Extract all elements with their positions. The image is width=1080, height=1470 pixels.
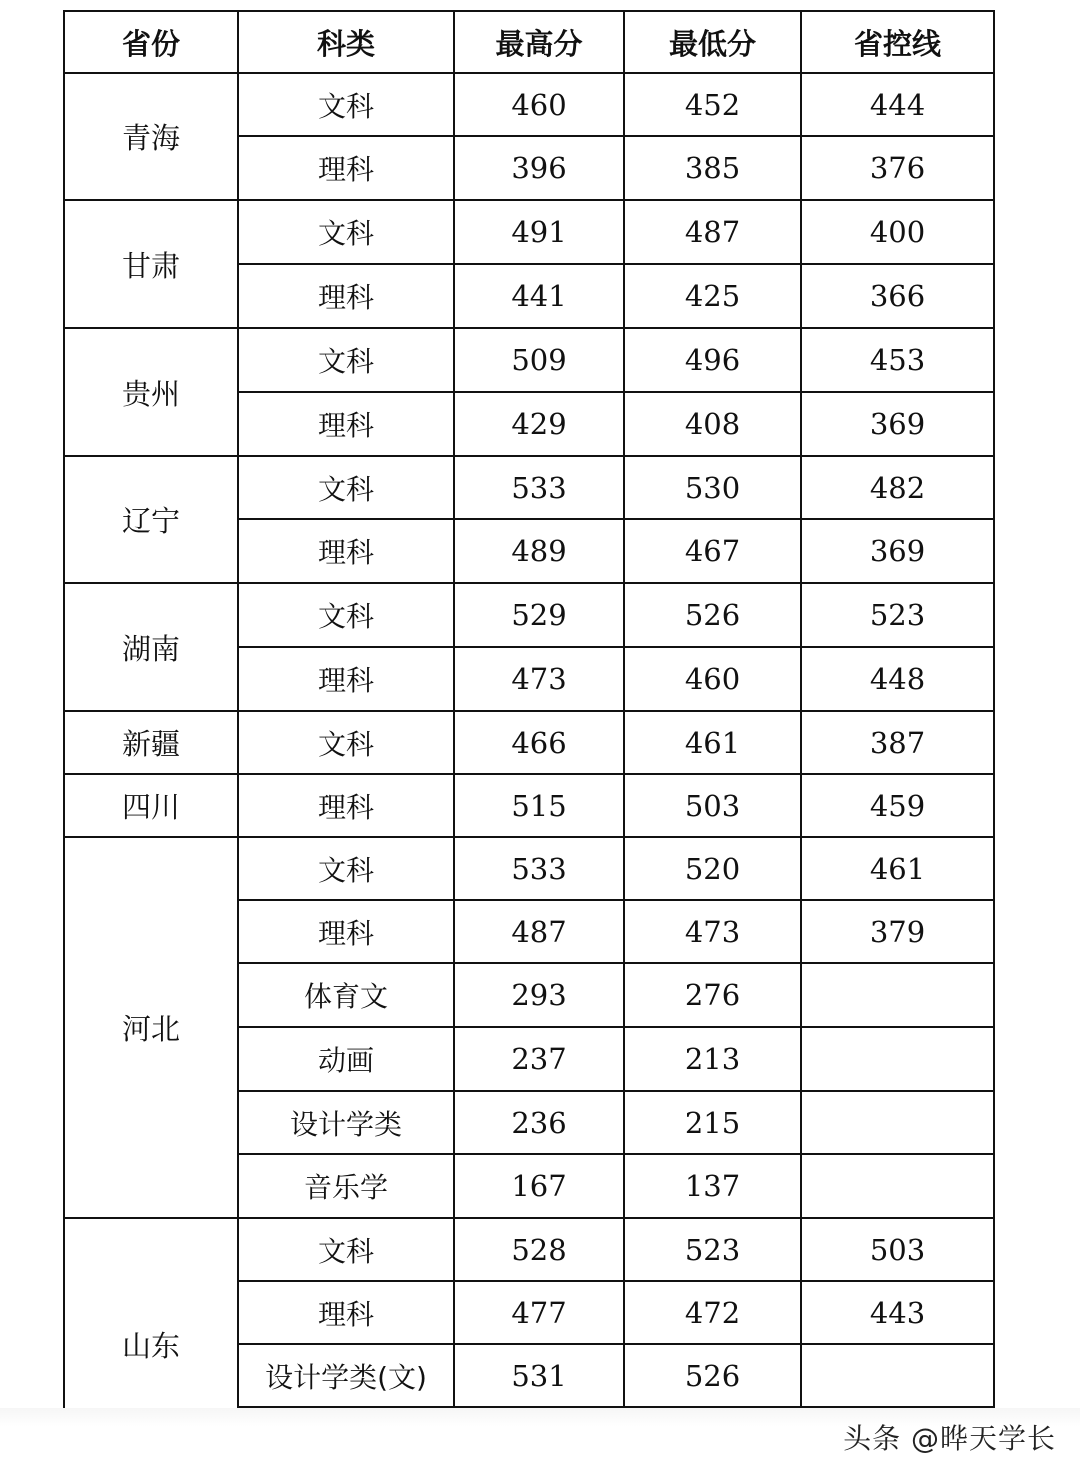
subject-cell: 设计学类(文)	[238, 1344, 454, 1407]
province-line-cell: 400	[801, 200, 994, 264]
min-score-cell: 408	[624, 392, 801, 456]
min-score-cell: 520	[624, 837, 801, 900]
subject-cell: 文科	[238, 73, 454, 136]
table-row	[64, 837, 994, 900]
max-score-cell: 533	[454, 456, 624, 519]
min-score-cell: 137	[624, 1154, 801, 1218]
province-line-cell: 461	[801, 837, 994, 900]
province-cell: 四川	[64, 774, 238, 837]
subject-cell: 文科	[238, 711, 454, 774]
province-line-cell: 366	[801, 264, 994, 328]
province-cell: 辽宁	[64, 456, 238, 583]
subject-cell: 体育文	[238, 963, 454, 1027]
min-score-cell: 213	[624, 1027, 801, 1091]
min-score-cell: 523	[624, 1218, 801, 1281]
table-row	[64, 456, 994, 519]
province-line-cell: 453	[801, 328, 994, 392]
min-score-cell: 472	[624, 1281, 801, 1344]
max-score-cell: 491	[454, 200, 624, 264]
min-score-cell: 460	[624, 647, 801, 711]
table-row	[64, 328, 994, 392]
min-score-cell: 530	[624, 456, 801, 519]
min-score-cell: 526	[624, 583, 801, 647]
min-score-cell: 487	[624, 200, 801, 264]
max-score-cell: 489	[454, 519, 624, 583]
subject-cell: 文科	[238, 1218, 454, 1281]
province-cell: 贵州	[64, 328, 238, 456]
header-row	[64, 11, 994, 73]
min-score-cell: 467	[624, 519, 801, 583]
province-line-cell: 444	[801, 73, 994, 136]
table-row	[64, 73, 994, 136]
province-line-cell: 443	[801, 1281, 994, 1344]
min-score-cell: 425	[624, 264, 801, 328]
province-line-cell	[801, 963, 994, 1027]
province-cell: 湖南	[64, 583, 238, 711]
max-score-cell: 237	[454, 1027, 624, 1091]
subject-cell: 文科	[238, 456, 454, 519]
subject-cell: 动画	[238, 1027, 454, 1091]
min-score-cell: 276	[624, 963, 801, 1027]
province-line-cell: 503	[801, 1218, 994, 1281]
province-cell: 青海	[64, 73, 238, 200]
subject-cell: 文科	[238, 328, 454, 392]
province-line-cell	[801, 1154, 994, 1218]
max-score-cell: 515	[454, 774, 624, 837]
min-score-cell: 526	[624, 1344, 801, 1407]
subject-cell: 文科	[238, 583, 454, 647]
min-score-cell: 452	[624, 73, 801, 136]
province-line-cell	[801, 1027, 994, 1091]
min-score-cell: 215	[624, 1091, 801, 1154]
subject-cell: 理科	[238, 774, 454, 837]
min-score-cell: 496	[624, 328, 801, 392]
subject-cell: 文科	[238, 200, 454, 264]
max-score-cell: 293	[454, 963, 624, 1027]
max-score-cell: 477	[454, 1281, 624, 1344]
province-line-cell: 379	[801, 900, 994, 963]
subject-cell: 理科	[238, 1281, 454, 1344]
max-score-cell: 509	[454, 328, 624, 392]
min-score-cell: 461	[624, 711, 801, 774]
header-subject: 科类	[238, 11, 454, 73]
province-cell: 河北	[64, 837, 238, 1218]
max-score-cell: 531	[454, 1344, 624, 1407]
table-row	[64, 200, 994, 264]
province-line-cell: 376	[801, 136, 994, 200]
watermark-text: 头条 @晔天学长	[843, 1422, 1056, 1455]
province-line-cell: 459	[801, 774, 994, 837]
max-score-cell: 529	[454, 583, 624, 647]
max-score-cell: 466	[454, 711, 624, 774]
table-row	[64, 774, 994, 837]
table-row	[64, 583, 994, 647]
max-score-cell: 396	[454, 136, 624, 200]
province-line-cell: 369	[801, 519, 994, 583]
province-line-cell	[801, 1344, 994, 1407]
header-province-line: 省控线	[801, 11, 994, 73]
subject-cell: 理科	[238, 519, 454, 583]
province-cell: 甘肃	[64, 200, 238, 328]
max-score-cell: 429	[454, 392, 624, 456]
subject-cell: 理科	[238, 264, 454, 328]
max-score-cell: 528	[454, 1218, 624, 1281]
admission-score-table	[63, 10, 995, 1408]
subject-cell: 理科	[238, 136, 454, 200]
min-score-cell: 503	[624, 774, 801, 837]
min-score-cell: 385	[624, 136, 801, 200]
subject-cell: 设计学类	[238, 1091, 454, 1154]
max-score-cell: 167	[454, 1154, 624, 1218]
header-province: 省份	[64, 11, 238, 73]
province-line-cell: 448	[801, 647, 994, 711]
subject-cell: 文科	[238, 837, 454, 900]
min-score-cell: 473	[624, 900, 801, 963]
province-line-cell: 369	[801, 392, 994, 456]
province-line-cell: 482	[801, 456, 994, 519]
province-line-cell: 523	[801, 583, 994, 647]
header-min-score: 最低分	[624, 11, 801, 73]
province-cell: 山东	[64, 1218, 238, 1408]
province-cell: 新疆	[64, 711, 238, 774]
header-max-score: 最高分	[454, 11, 624, 73]
max-score-cell: 473	[454, 647, 624, 711]
max-score-cell: 533	[454, 837, 624, 900]
max-score-cell: 460	[454, 73, 624, 136]
table-row	[64, 1218, 994, 1281]
subject-cell: 理科	[238, 900, 454, 963]
province-line-cell: 387	[801, 711, 994, 774]
table-row	[64, 711, 994, 774]
subject-cell: 理科	[238, 392, 454, 456]
province-line-cell	[801, 1091, 994, 1154]
max-score-cell: 487	[454, 900, 624, 963]
max-score-cell: 236	[454, 1091, 624, 1154]
max-score-cell: 441	[454, 264, 624, 328]
subject-cell: 理科	[238, 647, 454, 711]
subject-cell: 音乐学	[238, 1154, 454, 1218]
